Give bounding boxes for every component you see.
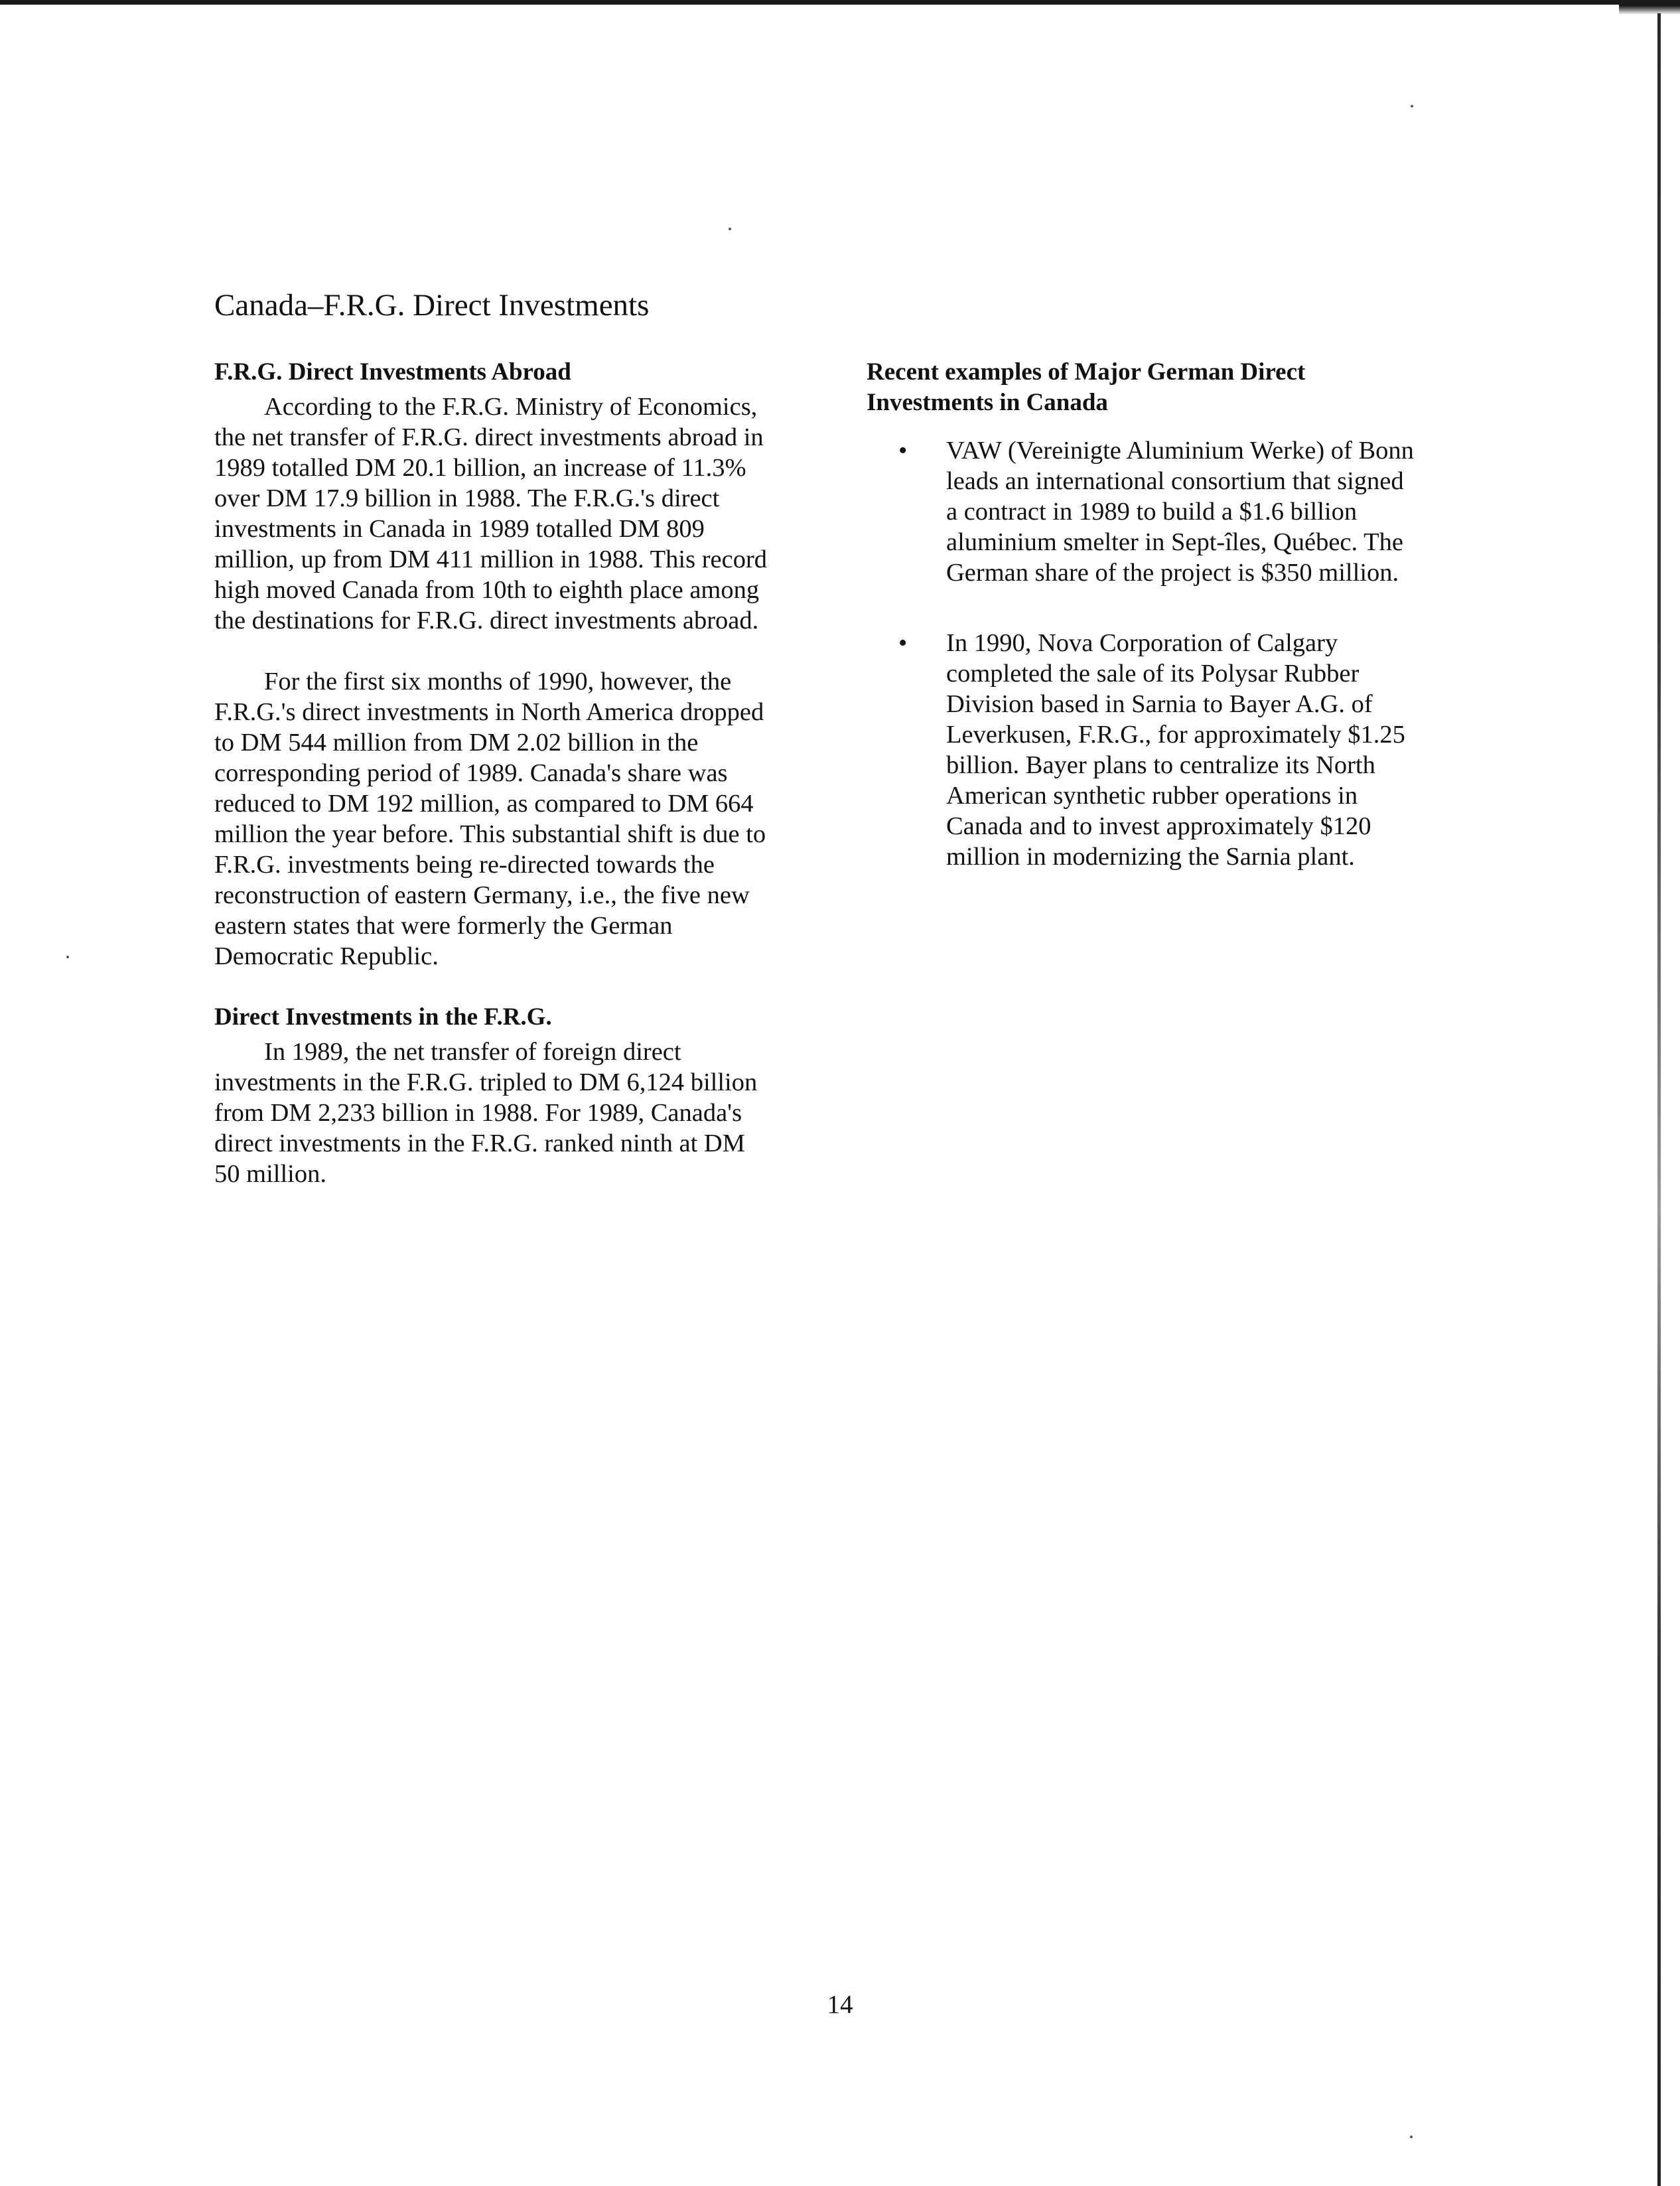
list-item-text: In 1990, Nova Corporation of Calgary completed the sale of its Polysar Rubber Division based in Sarnia to Bayer A.G. of Leverkusen, F.R.G., for approximately $1.25 billion. Bayer plans to centralize its North American synthetic rubber operations in Canada and to invest approximately $120 million in modernizing the Sarnia plant. [946, 629, 1405, 871]
examples-list [867, 435, 1417, 872]
scan-speck [1411, 105, 1413, 108]
section-heading-investments-in-frg: Direct Investments in the F.R.G. [214, 1003, 552, 1031]
section-heading-recent-examples: Recent examples of Major German Direct Investments in Canada [867, 358, 1306, 416]
paragraph: In 1989, the net transfer of foreign direct investments in the F.R.G. tripled to DM 6,124 billion from DM 2,233 billion in 1988. For 1989, Canada's direct investments in the F.R.G. ranked ninth at DM 50 million. [214, 1038, 758, 1188]
scan-speck [729, 228, 731, 230]
list-item-text: VAW (Vereinigte Aluminium Werke) of Bonn leads an international consortium that signed a contract in 1989 to build a $1.6 billion aluminium smelter in Sept-îles, Québec. The German share of the project is $350 million. [946, 437, 1414, 587]
list-item [867, 435, 1417, 588]
scan-speck [1410, 2136, 1413, 2138]
scan-corner-shadow [1619, 0, 1680, 15]
scan-speck [66, 956, 69, 958]
page-number: 14 [827, 1990, 853, 2019]
bullet-icon: • [898, 437, 908, 465]
left-column [214, 357, 772, 1189]
page-title: Canada–F.R.G. Direct Investments [214, 288, 650, 323]
right-column [867, 357, 1417, 872]
scan-top-edge [0, 0, 1680, 5]
paragraph: For the first six months of 1990, however, the F.R.G.'s direct investments in North America dropped to DM 544 million from DM 2.02 billion in the corresponding period of 1989. Canada's share was reduced to DM 192 million, as compared to DM 664 million the year before. This substantial shift is due to F.R.G. investments being re-directed towards the reconstruction of eastern Germany, i.e., the five new eastern states that were formerly the German Democratic Republic. [214, 668, 766, 970]
scan-right-edge [1657, 13, 1661, 2186]
bullet-icon: • [898, 629, 908, 657]
paragraph: According to the F.R.G. Ministry of Economics, the net transfer of F.R.G. direct investments abroad in 1989 totalled DM 20.1 billion, an increase of 11.3% over DM 17.9 billion in 1988. The F.R.G.'s direct investments in Canada in 1989 totalled DM 809 million, up from DM 411 million in 1988. This record high moved Canada from 10th to eighth place among the destinations for F.R.G. direct investments abroad. [214, 393, 768, 634]
section-heading-frg-investments-abroad: F.R.G. Direct Investments Abroad [214, 358, 571, 386]
list-item [867, 628, 1417, 872]
